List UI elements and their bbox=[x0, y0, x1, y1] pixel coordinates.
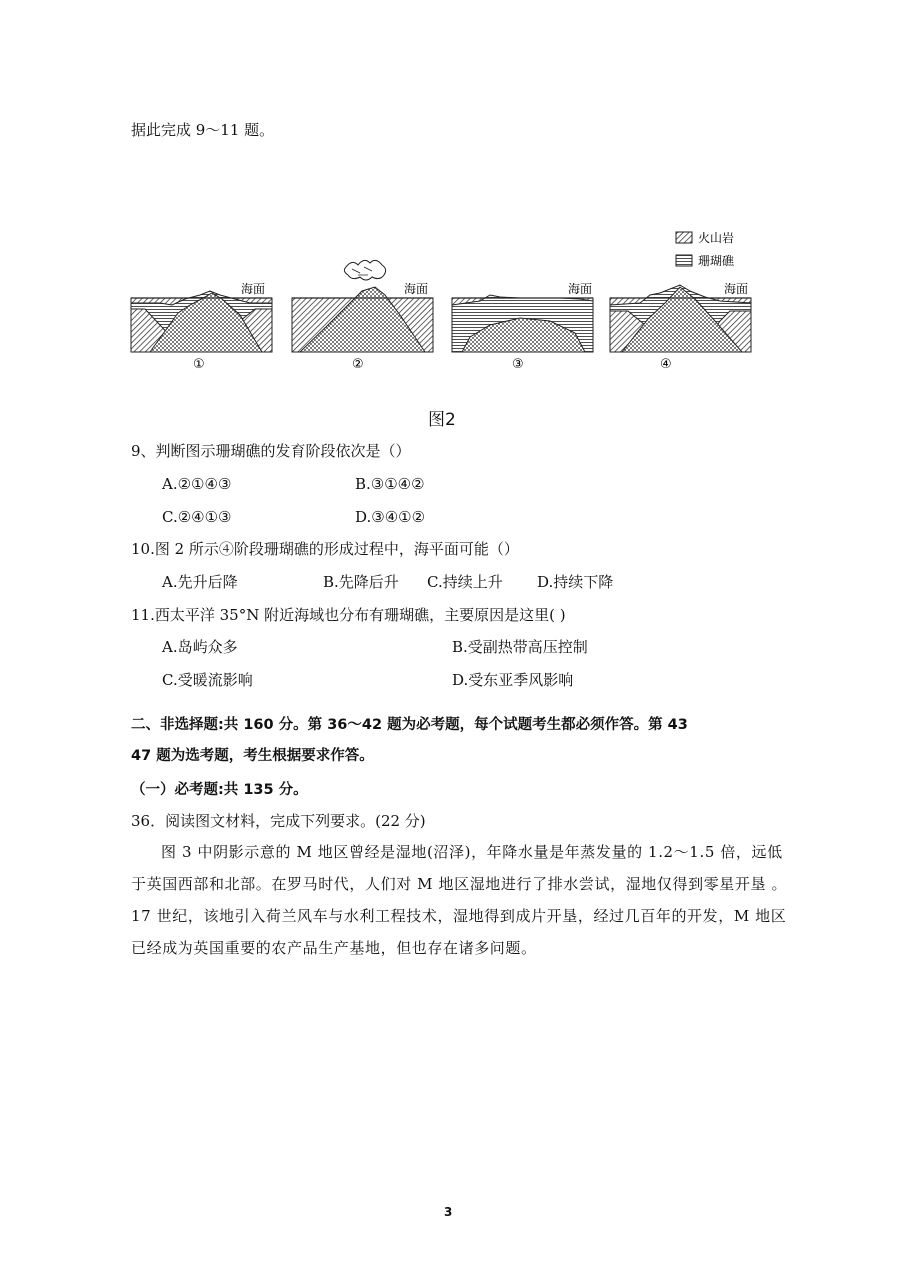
volcanic-rock-pattern-icon bbox=[676, 232, 692, 243]
question-11-stem: 11.西太平洋 35°N 附近海域也分布有珊瑚礁，主要原因是这里( ) bbox=[131, 606, 566, 624]
question-9-option-a: A.②①④③ bbox=[162, 475, 232, 493]
page-number: 3 bbox=[444, 1205, 453, 1219]
legend-label-coral: 珊瑚礁 bbox=[698, 254, 735, 268]
panel-label-3: ③ bbox=[512, 357, 524, 372]
question-36-stem: 36．阅读图文材料，完成下列要求。(22 分) bbox=[131, 812, 426, 830]
figure-caption: 图2 bbox=[428, 410, 456, 430]
question-9-option-b: B.③①④② bbox=[355, 475, 425, 493]
question-36-paragraph: 图 3 中阴影示意的 M 地区曾经是湿地(沼泽)，年降水量是年蒸发量的 1.2～1.5 倍，远低于英国西部和北部。在罗马时代，人们对 M 地区湿地进行了排水尝试，湿地仅得到零星开垦 。17 世纪，该地引入荷兰风车与水利工程技术，湿地得到成片开垦，经过几百年的开发，M 地区已经成为英国重要的农产品生产基地，但也存在诸多问题。 bbox=[131, 843, 788, 957]
figure-panel-3 bbox=[452, 282, 593, 372]
question-9-option-d: D.③④①② bbox=[355, 508, 426, 526]
figure-legend bbox=[676, 230, 735, 268]
question-11-option-c: C.受暖流影响 bbox=[162, 671, 253, 689]
question-10-option-a: A.先升后降 bbox=[162, 573, 238, 591]
figure-panel-1 bbox=[131, 282, 272, 372]
sea-surface-label-3: 海面 bbox=[568, 282, 593, 296]
legend-label-volcanic: 火山岩 bbox=[698, 231, 735, 245]
question-10-option-d: D.持续下降 bbox=[537, 573, 614, 591]
question-9-option-c: C.②④①③ bbox=[162, 508, 232, 526]
sea-surface-label-2: 海面 bbox=[404, 282, 429, 296]
question-9-stem: 9、判断图示珊瑚礁的发育阶段依次是（） bbox=[131, 442, 411, 460]
coral-reef-figure bbox=[0, 225, 909, 375]
required-section-heading: （一）必考题:共 135 分。 bbox=[131, 782, 308, 798]
section-2-heading-line-1: 二、非选择题:共 160 分。第 36～42 题为必考题，每个试题考生都必须作答。第 43 bbox=[131, 717, 688, 733]
sea-surface-label-4: 海面 bbox=[724, 282, 749, 296]
question-11-option-b: B.受副热带高压控制 bbox=[452, 638, 588, 656]
question-10-option-b: B.先降后升 bbox=[323, 573, 399, 591]
question-11-option-a: A.岛屿众多 bbox=[162, 638, 238, 656]
figure-panel-4 bbox=[610, 282, 751, 372]
panel-label-4: ④ bbox=[660, 357, 672, 372]
figure-panel-2 bbox=[292, 260, 433, 372]
sea-surface-label-1: 海面 bbox=[241, 282, 266, 296]
panel-label-1: ① bbox=[193, 357, 205, 372]
question-11-option-d: D.受东亚季风影响 bbox=[452, 671, 574, 689]
question-10-stem: 10.图 2 所示④阶段珊瑚礁的形成过程中，海平面可能（） bbox=[131, 540, 519, 558]
question-10-option-c: C.持续上升 bbox=[427, 573, 503, 591]
coral-reef-pattern-icon bbox=[676, 255, 692, 266]
eruption-cloud-icon bbox=[344, 260, 385, 280]
section-2-heading-line-2: 47 题为选考题，考生根据要求作答。 bbox=[131, 748, 374, 764]
panel-label-2: ② bbox=[352, 357, 364, 372]
intro-text: 据此完成 9～11 题。 bbox=[131, 121, 275, 139]
